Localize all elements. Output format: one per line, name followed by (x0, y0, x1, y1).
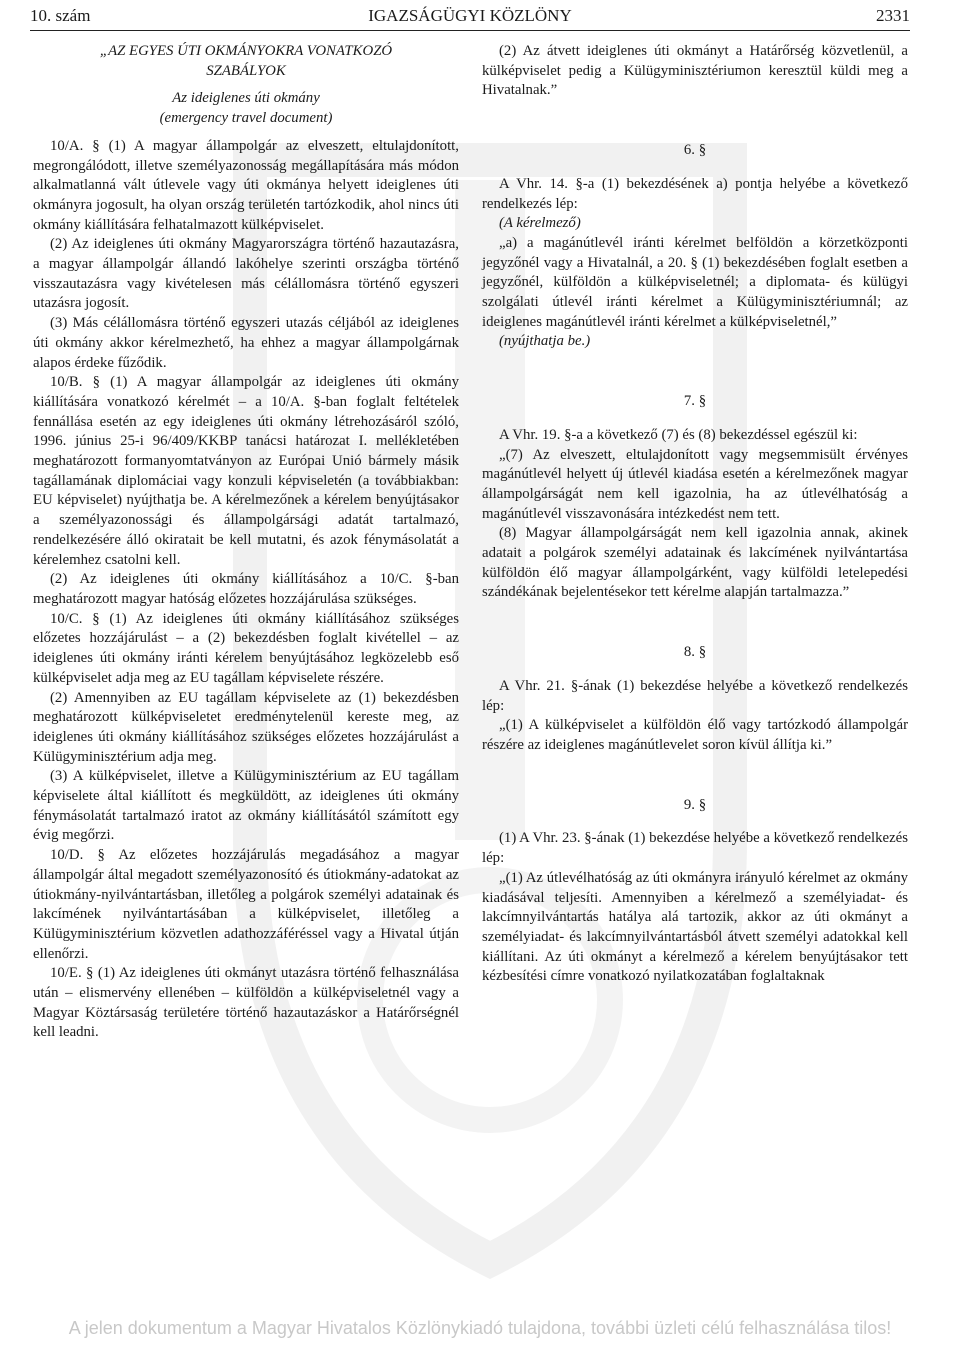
page-header (30, 6, 910, 30)
paragraph: A Vhr. 21. §-ának (1) bekezdése helyébe a következő rendelkezés lép: (482, 677, 908, 714)
page-number: 2331 (876, 6, 910, 25)
paragraph: (2) Az ideiglenes úti okmány Magyarországra történő hazautazásra, a magyar állampolgár állandó lakóhelye szerinti országba történő visszautazásra vagy kivételesen más célállomásra történő egyszeri utazásra jogosít. (33, 236, 459, 312)
paragraph: „(1) Az útlevélhatóság az úti okmányra irányuló kérelmet az okmány kiadásával teljesíti. Amennyiben a kérelmező a személyiadat- és lakcímnyilvántartás hatálya alá tartozik, akkor az úti okmányt a személyiadat- és lakcímnyilvántartásból átvett személyi adatokkal kell kiállítani. Az úti okmányt a kérelmező a kérelem benyújtásakor tett kézbesítési címre vonatkozó nyilatkozatában foglaltaknak (482, 869, 908, 985)
journal-title: IGAZSÁGÜGYI KÖZLÖNY (368, 6, 572, 25)
paragraph: (A kérelmező) (499, 215, 581, 232)
section-heading: 7. § (683, 393, 707, 410)
paragraph: 10/A. § (1) A magyar állampolgár az elveszett, eltulajdonított, megrongálódott, illetve személyazonosság megállapítására más módon alkalmatlanná vált útlevele vagy úti okmánya helyett ideiglenes úti okmányra jogosult, ha olyan ország területén tartózkodik, ahol nincs úti okmány kiállítására felhatalmazott külképviselet. (33, 137, 459, 233)
section-title-line1: „AZ EGYES ÚTI OKMÁNYOKRA VONATKOZÓ (99, 43, 393, 59)
copyright-notice: A jelen dokumentum a Magyar Hivatalos Közlönykiadó tulajdona, további üzleti célú felhasználása tilos! (68, 1318, 892, 1338)
header-divider (30, 30, 910, 31)
paragraph: 10/B. § (1) A magyar állampolgár az ideiglenes úti okmány kiállítására vonatkozó kérelmét – a 10/A. §-ban foglalt feltételek fennállása esetén az egy ideiglenes úti okmány létrehozásáról szóló, 1996. június 25-i 96/409/KKBP tanácsi határozat I. mellékletében meghatározott formanyomtatványon az Európai Unió bármely másik tagállamának diplomáciai vagy konzuli képviseletén (a továbbiakban: EU képviselet) nyújthatja be. A kérelmezőnek a kérelem benyújtásakor a személyazonossági és állampolgársági adatát tartalmazó, rendelkezésére álló okiratait be kell mutatni, és azok fénymásolatát a kérelemhez csatolni kell. (33, 374, 459, 568)
paragraph: 10/D. § Az előzetes hozzájárulás megadásához a magyar állampolgár által megadott személyazonosító és útiokmány-adatokat az útiokmány-nyilvántartásban, illetőleg a polgárok személyi adatainak és lakcímének nyilvántartásában a külképviselet, illetőleg a Külügyminisztérium közvetlen adathozzáféréssel vagy a Hivatal útján ellenőrzi. (33, 847, 459, 962)
section-title-line2: SZABÁLYOK (206, 62, 286, 79)
paragraph: (nyújthatja be.) (499, 333, 591, 350)
section-heading: 6. § (683, 142, 707, 159)
issue-number: 10. szám (30, 6, 91, 25)
paragraph: 10/C. § (1) Az ideiglenes úti okmány kiállításához szükséges előzetes hozzájárulást – a (2) bekezdésben foglalt kivétellel – az ideiglenes úti okmány iránti kérelem benyújtásához legközelebb eső külképviselet adja meg az EU tagállam képviselete részére. (33, 610, 459, 686)
section-heading: 8. § (683, 644, 707, 661)
right-column (482, 42, 908, 987)
paragraph: A Vhr. 19. §-a a következő (7) és (8) bekezdéssel egészül ki: (499, 426, 858, 443)
section-heading: 9. § (683, 796, 707, 813)
paragraph: (3) A külképviselet, illetve a Külügyminisztérium az EU tagállam képviselete által kiállított és megküldött, az ideiglenes úti okmány fénymásolatát tartalmazó iratot az okmány kiállításától számított egy évig megőrzi. (33, 768, 459, 844)
paragraph: 10/E. § (1) Az ideiglenes úti okmányt utazásra történő felhasználása után – elismervény ellenében – külföldön a külképviseletnél vagy a Magyar Köztársaság területére történő hazautazáskor a Határőrségnél kell leadni. (33, 965, 459, 1041)
paragraph: „a) a magánútlevél iránti kérelmet belföldön a körzetközponti jegyzőnél vagy a Hivatalnál, a 20. § (1) bekezdésében foglalt esetben a jegyzőnél, külföldön a külképviseletnél; a diplomata- és külügyi szolgálati útlevél iránti kérelmet a Külügyminisztériumnál; az ideiglenes magánútlevél iránti kérelmet a külképviseletnél,” (482, 234, 908, 330)
left-column (33, 42, 459, 1043)
paragraph: A Vhr. 14. §-a (1) bekezdésének a) pontja helyébe a következő rendelkezés lép: (482, 175, 908, 212)
section-subtitle-english: (emergency travel document) (159, 110, 333, 127)
paragraph: „(1) A külképviselet a külföldön élő vagy tartózkodó állampolgár részére az ideiglenes magánútlevelet soron kívül állítja ki.” (482, 717, 908, 753)
paragraph: (8) Magyar állampolgárságát nem kell igazolnia annak, akinek adatait a polgárok személyi adatainak és lakcímének nyilvántartása külföldön élő magyar állampolgárként, vagy külföldi letelepedési szándékának bejelentésekor tett kérelme alapján tartalmazza.” (482, 525, 908, 601)
paragraph: (2) Az átvett ideiglenes úti okmányt a Határőrség közvetlenül, a külképviselet pedig a Külügyminisztériumon keresztül küldi meg a Hivatalnak.” (482, 43, 908, 99)
paragraph: (2) Amennyiben az EU tagállam képviselete az (1) bekezdésben meghatározott külképviseletet eredménytelenül kereste meg, az ideiglenes úti okmány kiállításához szükséges előzetes hozzájárulást a Külügyminisztérium adja meg. (33, 689, 459, 765)
paragraph: (1) A Vhr. 23. §-ának (1) bekezdése helyébe a következő rendelkezés lép: (482, 830, 908, 867)
paragraph: „(7) Az elveszett, eltulajdonított vagy megsemmisült érvényes magánútlevél helyett új útlevél kiadása esetén a kérelmezőnek magyar állampolgárságát nem kell igazolnia, ha az útlevélhatóság a magánútlevél visszavonására intézkedést nem tett. (482, 446, 908, 522)
paragraph: (2) Az ideiglenes úti okmány kiállításához a 10/C. §-ban meghatározott magyar hatóság előzetes hozzájárulása szükséges. (33, 571, 459, 607)
paragraph: (3) Más célállomásra történő egyszeri utazás céljából az ideiglenes úti okmány akkor kérelmezhető, ha ehhez a magyar állampolgárnak alapos érdeke fűződik. (33, 315, 459, 371)
section-subtitle: Az ideiglenes úti okmány (172, 90, 320, 107)
